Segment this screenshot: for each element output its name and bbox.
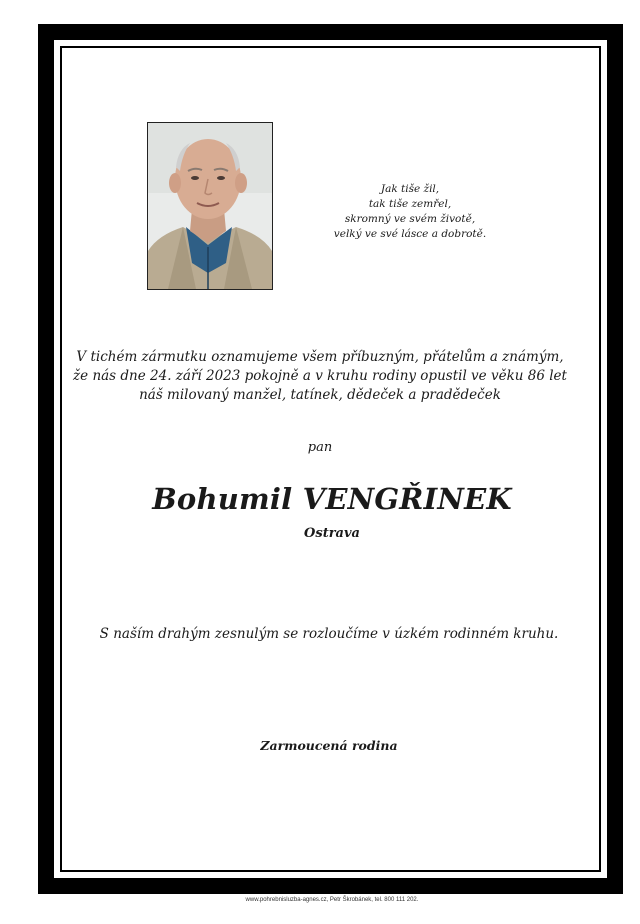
mourning-border-outer	[38, 24, 623, 894]
funeral-service-footer: www.pohrebnisluzba-agnes.cz, Petr Škrobánek, tel. 800 111 202.	[245, 897, 419, 903]
poem-line: skromný ve svém životě,	[344, 213, 476, 225]
portrait-photo	[147, 122, 273, 290]
deceased-city: Ostrava	[304, 526, 360, 541]
family-signature: Zarmoucená rodina	[260, 738, 398, 753]
salutation: pan	[307, 440, 333, 455]
deceased-name: Bohumil VENGŘINEK	[152, 482, 512, 516]
poem-line: Jak tiše žil,	[380, 183, 440, 195]
announcement-line: V tichém zármutku oznamujeme všem příbuzným, přátelům a známým,	[76, 349, 564, 365]
memorial-poem	[320, 182, 500, 242]
announcement-line: že nás dne 24. září 2023 pokojně a v kruhu rodiny opustil ve věku 86 let	[73, 368, 567, 384]
poem-line: velký ve své lásce a dobrotě.	[333, 228, 487, 240]
farewell-notice: S naším drahým zesnulým se rozloučíme v úzkém rodinném kruhu.	[99, 626, 559, 642]
poem-line: tak tiše zemřel,	[368, 198, 452, 210]
announcement-line: náš milovaný manžel, tatínek, dědeček a pradědeček	[139, 387, 501, 403]
death-announcement	[60, 348, 580, 405]
